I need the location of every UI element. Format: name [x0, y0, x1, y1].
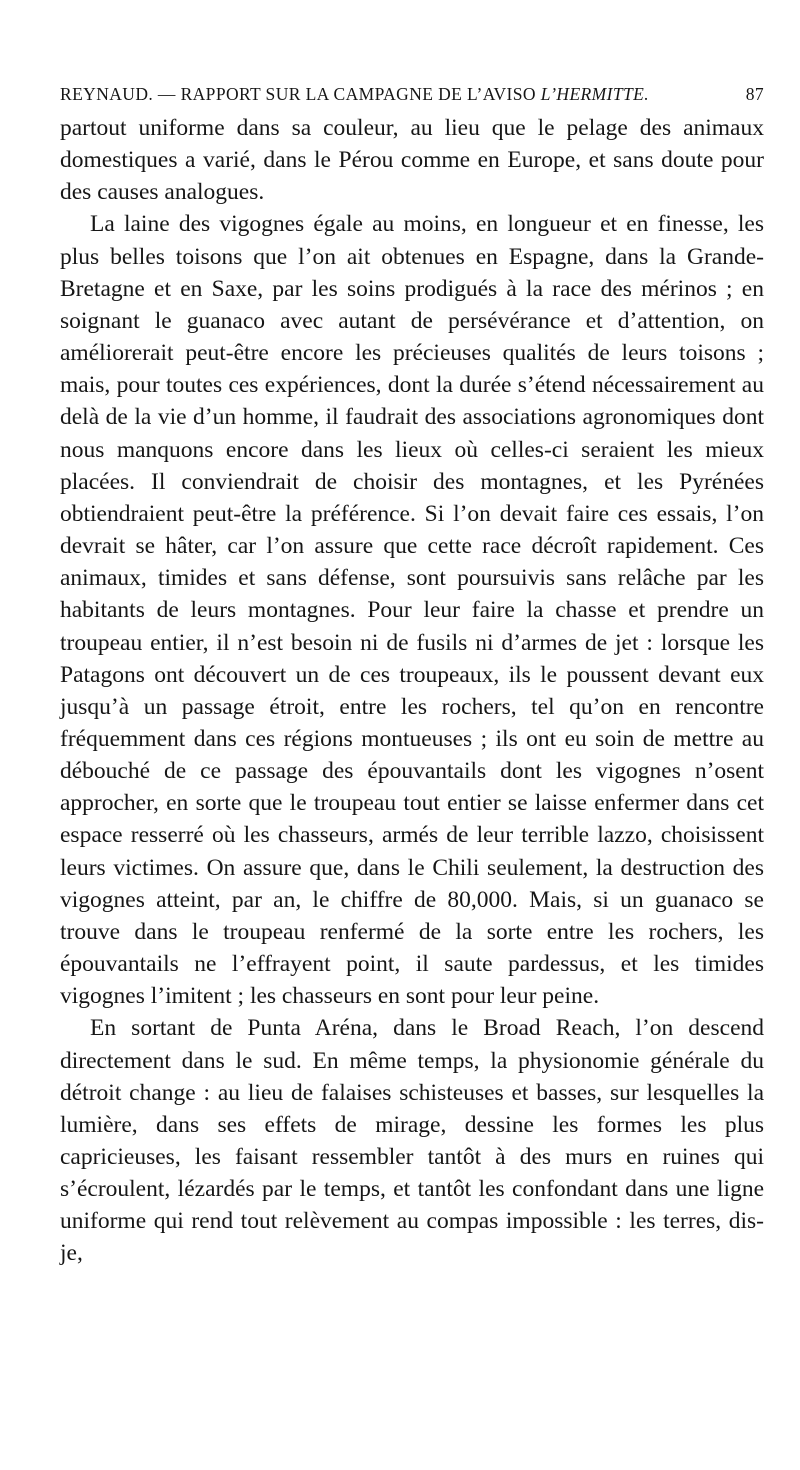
paragraph-3: En sortant de Punta Aréna, dans le Broad Reach, l’on descend directement dans le sud. En même temps, la physionomie générale du détroit change : au lieu de falaises schisteuses et basses, sur lesquelles la lumière, dans ses effets de mirage, dessine les formes les plus capricieuses, les faisant ressembler tantôt à des murs en ruines qui s’écroulent, lézardés par le temps, et tantôt les confondant dans une ligne uniforme qui rend tout relèvement au compas impossible : les terres, dis-je,	[60, 1015, 764, 1267]
header-title	[60, 82, 649, 106]
page-number: 87	[745, 84, 764, 104]
book-page	[60, 82, 764, 1270]
running-header	[60, 82, 764, 106]
header-vessel-name: L’HERMITTE.	[540, 84, 649, 104]
paragraph-1: partout uniforme dans sa couleur, au lieu que le pelage des animaux domestiques a varié, dans le Pérou comme en Europe, et sans doute pour des causes analogues.	[60, 115, 764, 206]
header-author-title: REYNAUD. — RAPPORT SUR LA CAMPAGNE DE L’AVISO	[60, 84, 536, 104]
body-text	[60, 112, 764, 1270]
paragraph-2: La laine des vigognes égale au moins, en longueur et en finesse, les plus belles toisons que l’on ait obtenues en Espagne, dans la Grande-Bretagne et en Saxe, par les soins prodigués à la race des mérinos ; en soignant le guanaco avec autant de persévérance et d’attention, on améliorerait peut-être encore les précieuses qualités de leurs toisons ; mais, pour toutes ces expériences, dont la durée s’étend nécessairement au delà de la vie d’un homme, il faudrait des associations agronomiques dont nous manquons encore dans les lieux où celles-ci seraient les mieux placées. Il conviendrait de choisir des montagnes, et les Pyrénées obtiendraient peut-être la préférence. Si l’on devait faire ces essais, l’on devrait se hâter, car l’on assure que cette race décroît rapidement. Ces animaux, timides et sans défense, sont poursuivis sans relâche par les habitants de leurs montagnes. Pour leur faire la chasse et prendre un troupeau entier, il n’est besoin ni de fusils ni d’armes de jet : lorsque les Patagons ont découvert un de ces troupeaux, ils le poussent devant eux jusqu’à un passage étroit, entre les rochers, tel qu’on en rencontre fréquemment dans ces régions montueuses ; ils ont eu soin de mettre au débouché de ce passage des épouvantails dont les vigognes n’osent approcher, en sorte que le troupeau tout entier se laisse enfermer dans cet espace resserré où les chasseurs, armés de leur terrible lazzo, choisissent leurs victimes. On assure que, dans le Chili seulement, la destruction des vigognes atteint, par an, le chiffre de 80,000. Mais, si un guanaco se trouve dans le troupeau renfermé de la sorte entre les rochers, les épouvantails ne l’effrayent point, il saute pardessus, et les timides vigognes l’imitent ; les chasseurs en sont pour leur peine.	[60, 211, 764, 1010]
